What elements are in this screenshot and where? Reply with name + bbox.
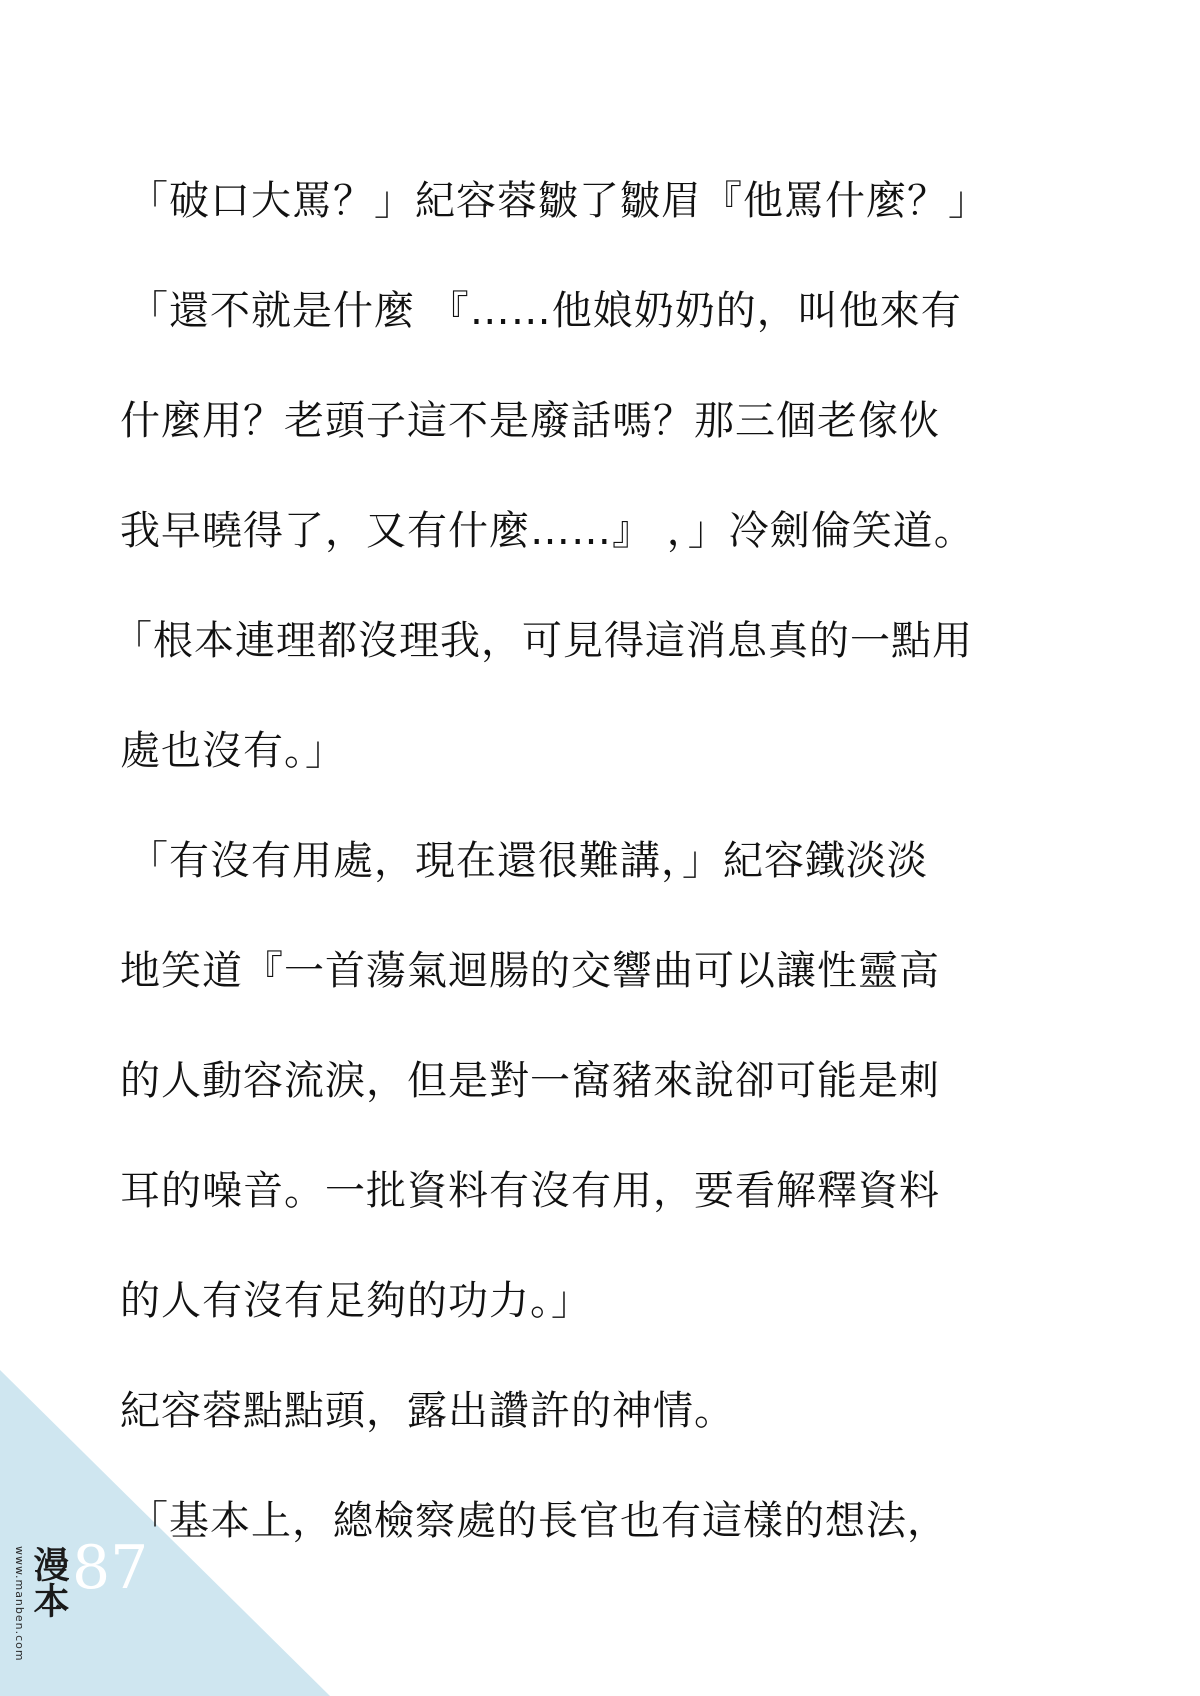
watermark-url: www.manben.com bbox=[13, 1546, 26, 1662]
text-line: 「還不就是什麼 『……他娘奶奶的，叫他來有 bbox=[128, 288, 962, 334]
text-line: 的人有沒有足夠的功力。」 bbox=[120, 1278, 592, 1324]
text-line: 我早曉得了，又有什麼……』 ，」冷劍倫笑道。 bbox=[120, 508, 975, 554]
text-line: 紀容蓉點點頭，露出讚許的神情。 bbox=[120, 1388, 735, 1434]
page-number: 87 bbox=[72, 1533, 149, 1603]
text-line: 的人動容流淚，但是對一窩豬來說卻可能是刺 bbox=[120, 1058, 940, 1104]
text-line: 「破口大罵？」紀容蓉皺了皺眉『他罵什麼？」 bbox=[128, 178, 989, 224]
text-line: 「有沒有用處，現在還很難講，」紀容鐵淡淡 bbox=[128, 838, 928, 884]
text-line: 耳的噪音。一批資料有沒有用，要看解釋資料 bbox=[120, 1168, 940, 1214]
text-line: 什麼用？老頭子這不是廢話嗎？那三個老傢伙 bbox=[120, 398, 940, 444]
text-line: 「根本連理都沒理我，可見得這消息真的一點用 bbox=[112, 618, 973, 664]
text-line: 「基本上，總檢察處的長官也有這樣的想法， bbox=[128, 1498, 948, 1544]
watermark-logo: 漫本 bbox=[28, 1546, 69, 1618]
text-line: 處也沒有。」 bbox=[120, 728, 346, 774]
watermark bbox=[10, 1546, 70, 1696]
text-line: 地笑道『一首蕩氣迴腸的交響曲可以讓性靈高 bbox=[120, 948, 940, 994]
